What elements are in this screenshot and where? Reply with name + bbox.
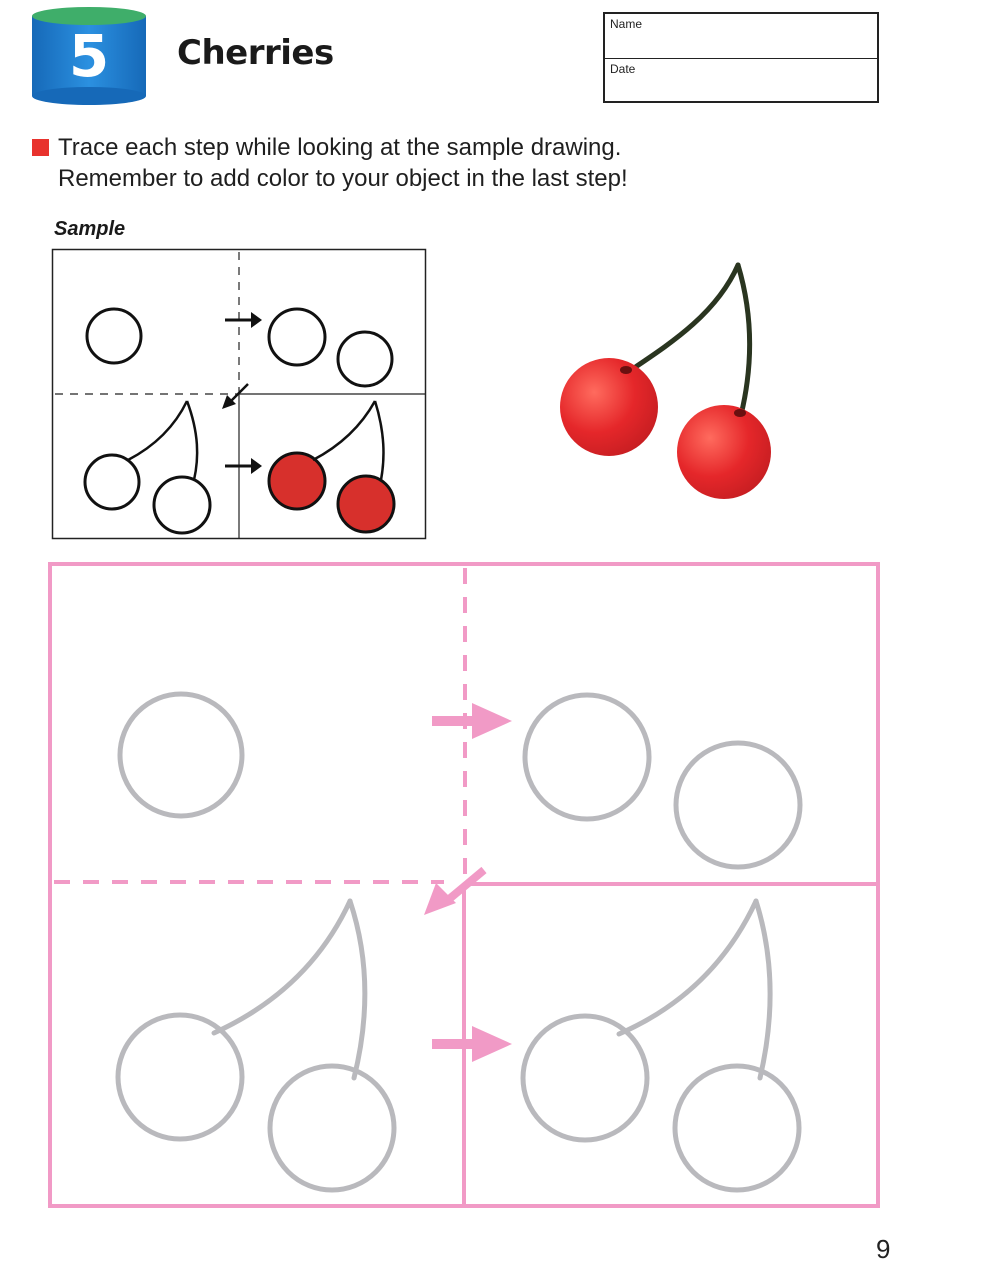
cherry-illustration (548, 255, 778, 500)
page-number: 9 (876, 1234, 891, 1264)
page-title: Cherries (177, 33, 334, 73)
sample-step2-circle-b (338, 332, 392, 386)
name-field[interactable] (605, 14, 877, 59)
date-label: Date (610, 62, 636, 76)
lesson-number: 5 (68, 22, 110, 90)
sample-step3-cherries (85, 401, 210, 533)
trace-step3-cherries (118, 901, 394, 1190)
instructions (58, 132, 628, 194)
sample-label: Sample (54, 218, 126, 240)
name-label: Name (610, 17, 643, 31)
lesson-badge (30, 4, 148, 106)
instruction-line-2: Remember to add color to your object in the last step! (58, 165, 628, 192)
sample-step2-circle-a (269, 309, 325, 365)
bullet-square-icon (32, 139, 49, 156)
trace-step1-circle (120, 694, 242, 816)
date-field[interactable] (605, 59, 877, 104)
sample-drawing (51, 248, 427, 541)
trace-step2-circle-a (525, 695, 649, 819)
arrow-right-icon (225, 458, 262, 474)
arrow-right-icon (432, 703, 512, 739)
sample-step4-colored-cherries (269, 401, 394, 532)
arrow-right-icon (432, 1026, 512, 1062)
trace-step2-circle-b (676, 743, 800, 867)
arrow-right-icon (225, 312, 262, 328)
instruction-line-1: Trace each step while looking at the sample drawing. (58, 134, 622, 161)
name-date-box (603, 12, 879, 103)
sample-step1-circle (87, 309, 141, 363)
arrow-down-left-icon (222, 384, 248, 409)
tracing-worksheet[interactable] (44, 558, 886, 1214)
trace-step4-cherries (523, 901, 799, 1190)
arrow-down-left-icon (424, 870, 484, 915)
